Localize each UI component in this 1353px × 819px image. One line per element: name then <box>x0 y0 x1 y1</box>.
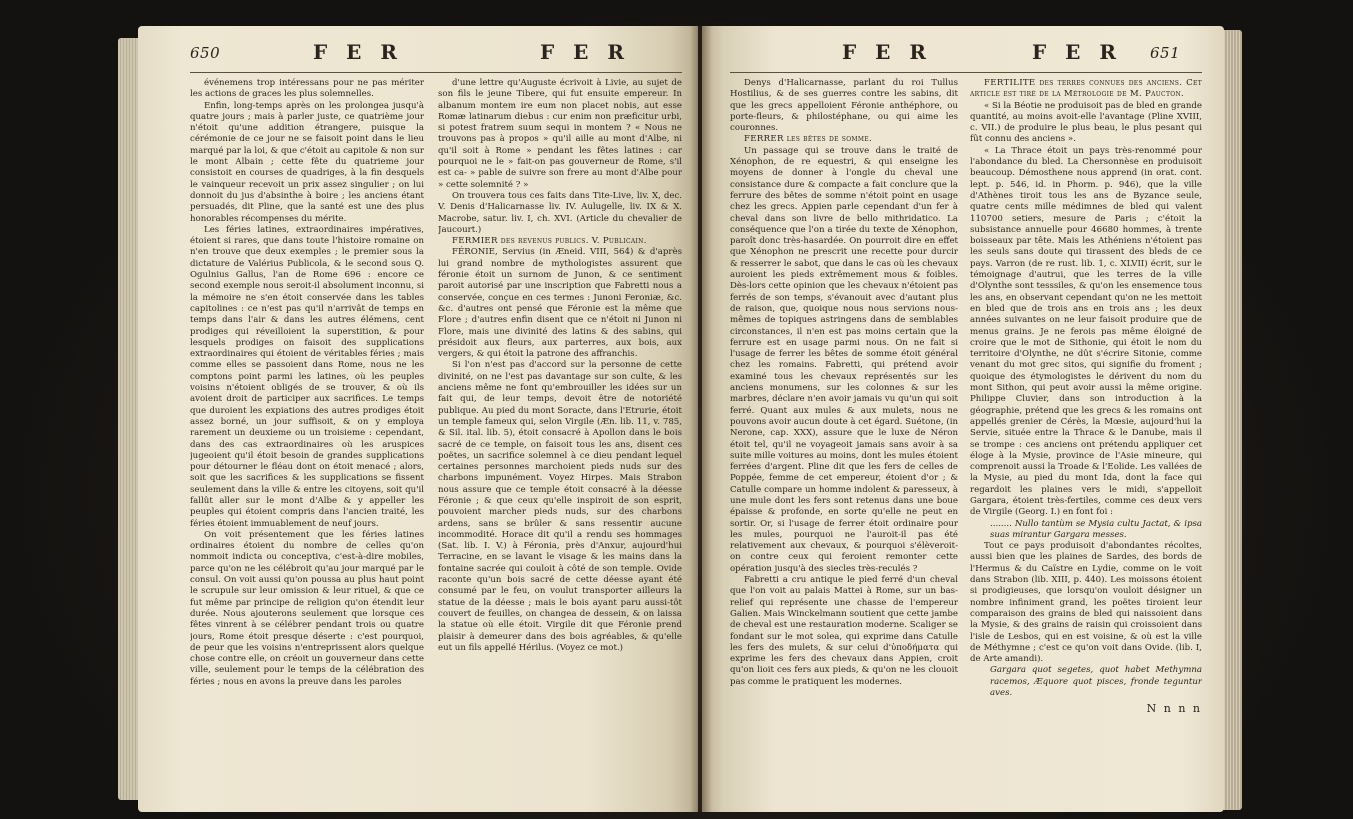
left-running-head-a: F E R <box>313 40 403 64</box>
left-header-rule <box>190 72 682 73</box>
right-page <box>702 26 1224 812</box>
right-column-a <box>730 78 958 800</box>
right-running-head-b: F E R <box>1032 40 1122 64</box>
left-column-a <box>190 78 424 800</box>
right-page-edges <box>1222 30 1242 810</box>
entry-feronie: FÉRONIE, Servius (in Æneid. VIII, 564) & d'après lui grand nombre de mythologistes assurent que féronie étoit un surnom de Junon, & ce sentiment paroit autorisé par une inscription que Fabretti nous a conservée, conçue en ces termes : Junoni Feroniæ, &c. &c. d'autres ont pensé que Féronie est la même que Flore ; d'autres enfin disent que ce n'étoit ni Junon ni Flore, mais une divinité des latins & des sabins, qui présidoit aux fleurs, aux parterres, aux bois, aux vergers, & qui étoit la patrone des affranchis. <box>438 247 682 360</box>
right-column-b <box>970 78 1202 800</box>
paragraph: « Si la Béotie ne produisoit pas de bled en grande quantité, au moins avoit-elle l'avantage (Pline XVIII, c. VII.) de produire le plus beau, le plus pesant qui fût connu des anciens ». <box>970 100 1202 145</box>
paragraph: d'une lettre qu'Auguste écrivoit à Livie, au sujet de son fils le jeune Tibere, qui fut ensuite empereur. In albanum montem ire eum non placet nobis, aut esse Romæ latinarum diebus : cur enim non præficitur urbi, si potest fratrem suum sequi in montem ? « Nous ne trouvons pas à propos » qu'il aille au mont d'Albe, ni qu'il soit à Rome » pendant les fêtes latines : car pourquoi ne le » fait-on pas gouverneur de Rome, s'il est ca- » pable de suivre son frere au mont d'Albe pour » cette solemnité ? » <box>438 78 682 190</box>
left-folio: 650 <box>190 44 221 62</box>
entry-fermier: FERMIER des revenus publics. V. Publicain. <box>452 236 647 247</box>
paragraph: Les féries latines, extraordinaires impératives, étoient si rares, que dans toute l'histoire romaine on n'en trouve que deux exemples ; le premier sous la dictature de Valérius Publicola, & le second sous Q. Ogulnius Gallus, l'an de Rome 696 : encore ce second exemple nous seroit-il absolument inconnu, si la mémoire ne s'en étoit conservée dans les tables capitolines : ce n'est pas qu'il n'arrivât de temps en temps dans l'air & dans les autres élémens, cent prodiges qui réveilloient la superstition, & pour lesquels prodiges on faisoit des supplications extraordinaires qui étoient de véritables féries ; mais comme elles se passoient dans Rome, nous ne les comptons point parmi les latines, où les peuples voisins n'étoient obligés de se trouver, & où ils avoient droit de participer aux sacrifices. Le temps que duroient les expiations des autres prodiges étoit assez borné, un jour suffisoit, & on y employa rarement un deuxieme ou un troisieme : cependant, dans des cas extraordinaires où les aruspices jugeoient qu'il étoit besoin de grandes supplications pour détourner le fléau dont on étoit menacé ; alors, soit que les sacrifices & les supplications se fissent seulement dans la ville & entre les citoyens, soit qu'il fallût aller sur le mont d'Albe & y appeller les peuples qui étoient compris dans l'ancien traité, les féries étoient immuablement de neuf jours. <box>190 224 424 529</box>
left-running-head-b: F E R <box>540 40 630 64</box>
paragraph: On trouvera tous ces faits dans Tite-Live, liv. X, dec. V. Denis d'Halicarnasse liv. IV. Aulugelle, liv. IX & X. Macrobe, satur. liv. I, ch. XVI. (Article du chevalier de Jaucourt.) <box>438 190 682 235</box>
right-running-head-a: F E R <box>842 40 932 64</box>
entry-ferrer: FERRER les bêtes de somme. <box>744 134 873 145</box>
signature-mark: N n n n <box>1146 702 1202 716</box>
paragraph: Denys d'Halicarnasse, parlant du roi Tullus Hostilius, & de ses guerres contre les sabins, dit que les grecs appelloient Féronie anthéphore, ou porte-fleurs, & philostéphane, ou qui aime les couronnes. <box>730 78 958 134</box>
right-header-rule <box>730 72 1202 73</box>
verse-quote: ........ Nullo tantùm se Mysia cultu Jactat, & ipsa suas mirantur Gargara messes. <box>990 518 1202 540</box>
left-page-edges <box>118 38 140 800</box>
paragraph: événemens trop intéressans pour ne pas mériter les actions de graces les plus solemnelles. <box>190 78 424 100</box>
paragraph: Si l'on n'est pas d'accord sur la personne de cette divinité, on ne l'est pas davantage sur son culte, & les anciens même ne font qu'embrouiller les idées sur un fait qui, de leur temps, devoit être de notoriété publique. Au pied du mont Soracte, dans l'Etrurie, étoit un temple fameux qui, selon Virgile (Æn. lib. 11, v. 785, & Sil. ital. lib. 5), étoit consacré à Apollon dans le bois sacré de ce temple, on faisoit tous les ans, disent ces poëtes, un sacrifice solemnel à ce dieu pendant lequel certaines personnes marchoient pieds nuds sur des charbons impunément. Voyez Hirpes. Mais Strabon nous assure que ce temple étoit consacré à la déesse Féronie ; & que ceux qu'elle inspiroit de son esprit, pouvoient marcher pieds nuds, sur des charbons ardens, sans se brûler & sans ressentir aucune incommodité. Horace dit qu'il a rendu ses hommages (Sat. lib. I. V.) à Féronia, près d'Anxur, aujourd'hui Terracine, en se lavant le visage & les mains dans la fontaine sacrée qui couloit à côté de son temple. Ovide raconte qu'un bois sacré de cette déesse ayant été consumé par le feu, on voulut transporter ailleurs la statue de la déesse ; mais le bois ayant paru aussi-tôt couvert de feuilles, on changea de dessein, & on laissa la statue où elle étoit. Virgile dit que Féronie prend plaisir à demeurer dans des bois agréables, & qu'elle eut un fils appellé Hérilus. (Voyez ce mot.) <box>438 360 682 653</box>
left-column-b <box>438 78 682 800</box>
paragraph: On voit présentement que les féries latines ordinaires étoient du nombre de celles qu'on nommoit indicta ou conceptiva, c'est-à-dire mobiles, parce qu'on ne les célébroit qu'au jour marqué par le consul. On voit aussi qu'on poussa au plus haut point le scrupule sur leur omission & leur rituel, & que ce fut même par principe de religion qu'on étendit leur durée. Nous ajouterons seulement que lorsque ces fêtes vinrent à se célébrer pendant trois ou quatre jours, Rome étoit presque déserte : c'est pourquoi, de peur que les voisins n'entreprissent alors quelque chose contre elle, on créoit un gouverneur dans cette ville, seulement pour le temps de la célébration des féries ; nous en avons la preuve dans les paroles <box>190 529 424 687</box>
book-gutter <box>690 26 712 812</box>
right-folio: 651 <box>1150 44 1181 62</box>
entry-fertilite: FERTILITÉ des terres connues des anciens. Cet article est tiré de la Métrologie de M. Paucton. <box>970 78 1202 100</box>
paragraph: Tout ce pays produisoit d'abondantes récoltes, aussi bien que les plaines de Sardes, des bords de l'Hermus & du Caïstre en Lydie, comme on le voit dans Strabon (lib. XIII, p. 440). Les moissons étoient si prodigieuses, que lorsqu'on vouloit désigner un nombre infiniment grand, les poëtes tiroient leur comparaison des grains de bled qui naissoient dans la Mysie, & des grains de raisin qui croissoient dans l'isle de Lesbos, qui en est voisine, & où est la ville de Méthymne ; c'est ce qu'on voit dans Ovide. (lib. I, de Arte amandi). <box>970 541 1202 665</box>
verse-quote: Gargara quot segetes, quot habet Methymna racemos, Æquore quot pisces, fronde teguntur aves. <box>990 665 1202 699</box>
paragraph: Un passage qui se trouve dans le traité de Xénophon, de re equestri, & qui enseigne les moyens de donner à l'ongle du cheval une consistance dure & compacte a fait conclure que la ferrure des bêtes de somme n'étoit point en usage chez les grecs. Appien parle cependant d'un fer à cheval dans son livre de bello mithridatico. La conséquence que l'on a tirée du texte de Xénophon, paroît donc très-hasardée. On pourroit dire en effet que Xénophon ne prescrit une recette pour durcir & resserrer le sabot, que dans le cas où les chevaux auroient les pieds extrêmement mous & foibles. Dès-lors cette opinion que les chevaux n'étoient pas ferrés de son temps, s'évanouit avec d'autant plus de raison, que, quoique nous nous servions nous-mêmes de topiques astringens dans de semblables circonstances, il n'en est pas moins certain que la ferrure est en usage parmi nous. On ne fait si l'usage de ferrer les bêtes de somme étoit général chez les romains. Fabretti, qui prétend avoir examiné tous les chevaux représentés sur les anciens monumens, sur les colonnes & sur les marbres, déclare n'en avoir jamais vu qu'un qui soit ferré. Quant aux mules & aux mulets, nous ne pouvons avoir aucun doute à cet égard. Suétone, (in Nerone, cap. XXX), assure que le luxe de Néron étoit tel, qu'il ne voyageoit jamais sans avoir à sa suite mille voitures au moins, dont les mules étoient ferrées d'argent. Pline dit que les fers de celles de Poppée, femme de cet empereur, étoient d'or ; & Catulle compare un homme indolent & paresseux, à une mule dont les fers sont retenus dans une boue épaisse & profonde, en sorte qu'elle ne peut en sortir. Or, si l'usage de ferrer étoit ordinaire pour les mules, pourquoi ne l'auroit-il pas été relativement aux chevaux, & pourquoi s'élèveroit-on contre ceux qui feroient remonter cette opération jusqu'à des siecles très-reculés ? <box>730 145 958 574</box>
paragraph: Fabretti a cru antique le pied ferré d'un cheval que l'on voit au palais Mattei à Rome, sur un bas-relief qui représente une chasse de l'empereur Galien. Mais Winckelmann soutient que cette jambe de cheval est une restauration moderne. Scaliger se fondant sur le mot solea, qui exprime dans Catulle les fers des mulets, & sur celui d'ὑποδήματα qui exprime les fers des chevaux dans Appien, croit qu'on lioit ces fers aux pieds, & qu'on ne les clouoit pas comme le pratiquent les modernes. <box>730 575 958 687</box>
paragraph: Enfin, long-temps après on les prolongea jusqu'à quatre jours ; mais à parler juste, ce quatrième jour n'étoit qu'une addition étrangere, puisque la cérémonie de ce jour ne se faisoit point dans le lieu marqué par la loi, & que c'étoit au capitole & non sur le mont Albain ; cette fête du quatrieme jour consistoit en courses de quadriges, à la fin desquels le vainqueur recevoit un prix assez singulier ; on lui donnoit du jus d'absinthe à boire ; les anciens étant persuadés, dit Pline, que la santé est une des plus honorables récompenses du mérite. <box>190 100 424 224</box>
left-page <box>138 26 698 812</box>
paragraph: « La Thrace étoit un pays très-renommé pour l'abondance du bled. La Chersonnèse en produisoit beaucoup. Démosthene nous apprend (in orat. cont. lept. p. 546, id. in Phorm. p. 946), que la ville d'Athènes tiroit tous les ans de Byzance seule, quatre cents mille médimnes de bled qui valent 110700 setiers, mesure de Paris ; c'étoit la subsistance annuelle pour 46680 hommes, à trente boisseaux par tête. Mais les Athéniens n'étoient pas les seuls sans doute qui tirassent des bleds de ce pays. Varron (de re rust. lib. 1, c. XLVII) écrit, sur le témoignage d'autrui, que les terres de la ville d'Olynthe sont tesssiles, & qu'on les ensemence tous les ans, en observant cependant qu'on ne les mettoit en bled que de trois ans en trois ans ; les deux années suivantes on ne leur faisoit produire que de menus grains. Je ne ferois pas même éloigné de croire que le mot de Sithonie, qui étoit le nom du territoire d'Olynthe, ne dût s'écrire Sitonie, comme venant du mot grec sitos, qui signifie du froment ; quoique des étymologistes le dérivent du nom du mont Sithon, qui peut avoir aussi la même origine. Philippe Cluvier, dans son introduction à la géographie, prétend que les grecs & les romains ont appellés grenier de Cérès, la Mœsie, aujourd'hui la Servie, située entre la Thrace & le Danube, mais il se trompe : ces anciens ont prétendu appliquer cet éloge à la Mysie, province de l'Asie mineure, qui comprenoit aussi la Troade & l'Eolide. Les vallées de la Mysie, au pied du mont Ida, dont la face qui regardoit les plaines vers le midi, s'appelloit Gargara, étoient très-fertiles, comme ces deux vers de Virgile (Georg. I.) en font foi : <box>970 145 1202 518</box>
